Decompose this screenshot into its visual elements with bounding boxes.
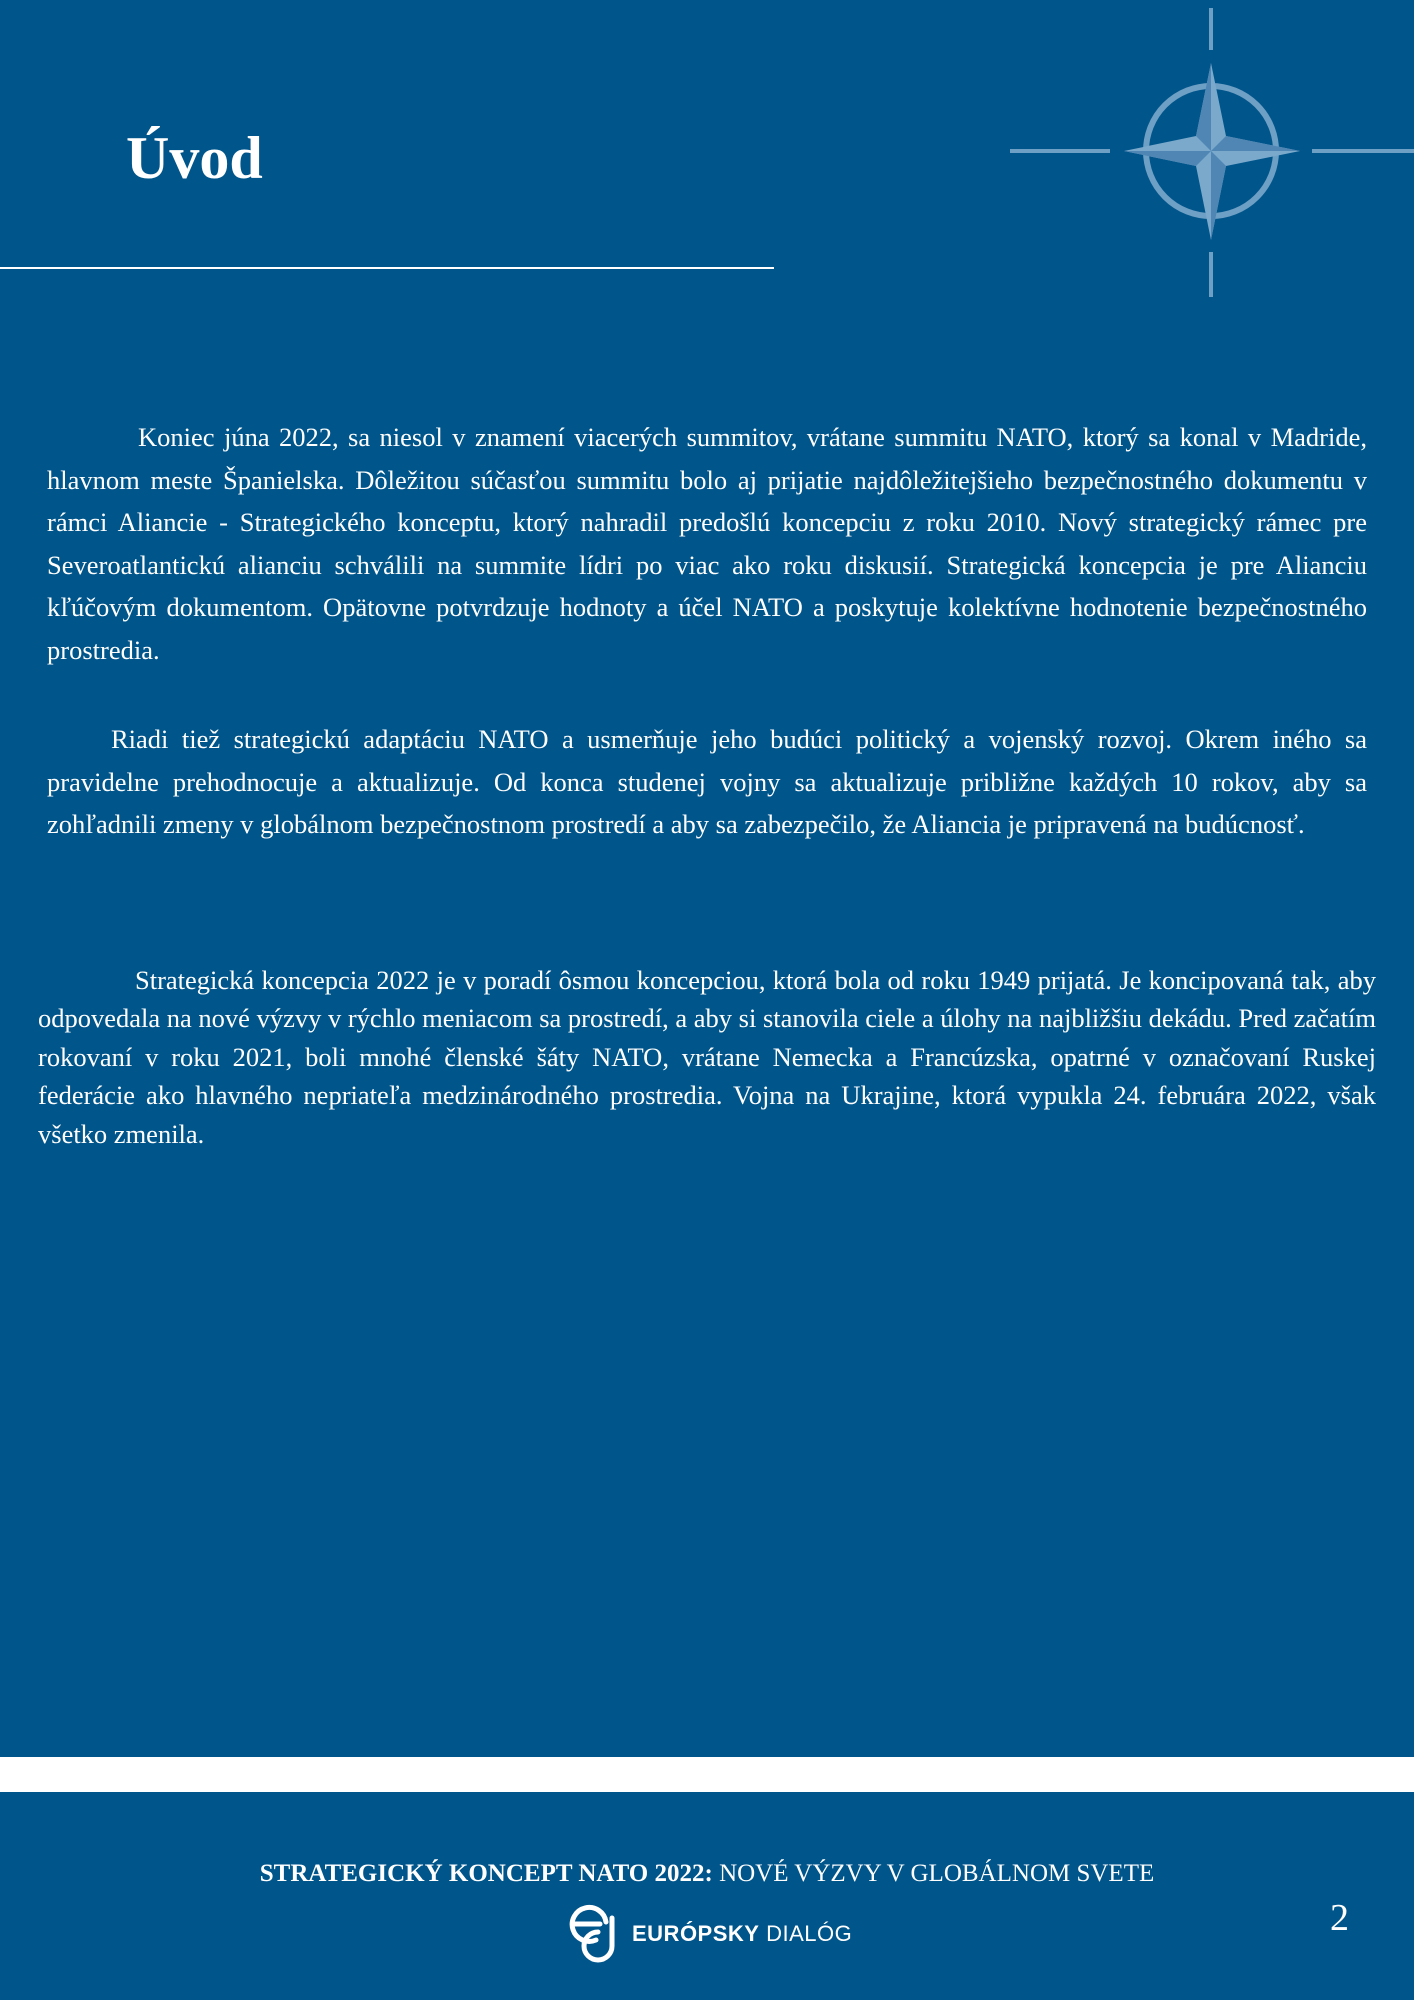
page-number: 2 xyxy=(1330,1897,1349,1939)
europsky-dialog-logo-icon xyxy=(566,1904,622,1964)
europsky-dialog-logo xyxy=(566,1904,852,1964)
page-title: Úvod xyxy=(126,125,263,191)
logo-text-regular: DIALÓG xyxy=(759,1921,853,1946)
logo-text xyxy=(632,1921,852,1947)
footer-title-bold: STRATEGICKÝ KONCEPT NATO 2022: xyxy=(259,1860,713,1887)
intro-paragraph-1: Koniec júna 2022, sa niesol v znamení viacerých summitov, vrátane summitu NATO, ktorý sa konal v Madride, hlavnom meste Španielska. Dôležitou súčasťou summitu bolo aj prijatie najdôležitejšieho bezpečnostného dokumentu v rámci Aliancie - Strategického konceptu, ktorý nahradil predošlú koncepciu z roku 2010. Nový strategický rámec pre Severoatlantickú alianciu schválili na summite lídri po viac ako roku diskusií. Strategická koncepcia je pre Alianciu kľúčovým dokumentom. Opätovne potvrdzuje hodnoty a účel NATO a poskytuje kolektívne hodnotenie bezpečnostného prostredia. xyxy=(47,422,1367,665)
title-underline xyxy=(0,267,774,269)
footer-title-rest: NOVÉ VÝZVY V GLOBÁLNOM SVETE xyxy=(712,1860,1155,1887)
intro-paragraph-2: Riadi tiež strategickú adaptáciu NATO a usmerňuje jeho budúci politický a vojenský rozvoj. Okrem iného sa pravidelne prehodnocuje a aktualizuje. Od konca studenej vojny sa aktualizuje približne každých 10 rokov, aby sa zohľadnili zmeny v globálnom bezpečnostnom prostredí a aby sa zabezpečilo, že Aliancia je pripravená na budúcnosť. xyxy=(47,724,1367,840)
footer-title xyxy=(0,1857,1414,1891)
nato-emblem-icon xyxy=(1008,8,1414,298)
intro-paragraph-3: Strategická koncepcia 2022 je v poradí ôsmou koncepciou, ktorá bola od roku 1949 prijatá. Je koncipovaná tak, aby odpovedala na nové výzvy v rýchlo meniacom sa prostredí, a aby si stanovila ciele a úlohy na najbližšiu dekádu. Pred začatím rokovaní v roku 2021, boli mnohé členské šáty NATO, vrátane Nemecka a Francúzska, opatrné v označovaní Ruskej federácie ako hlavného nepriateľa medzinárodného prostredia. Vojna na Ukrajine, ktorá vypukla 24. februára 2022, však všetko zmenila. xyxy=(38,965,1376,1149)
footer-background xyxy=(0,1792,1414,2000)
logo-text-bold: EURÓPSKY xyxy=(632,1921,760,1946)
